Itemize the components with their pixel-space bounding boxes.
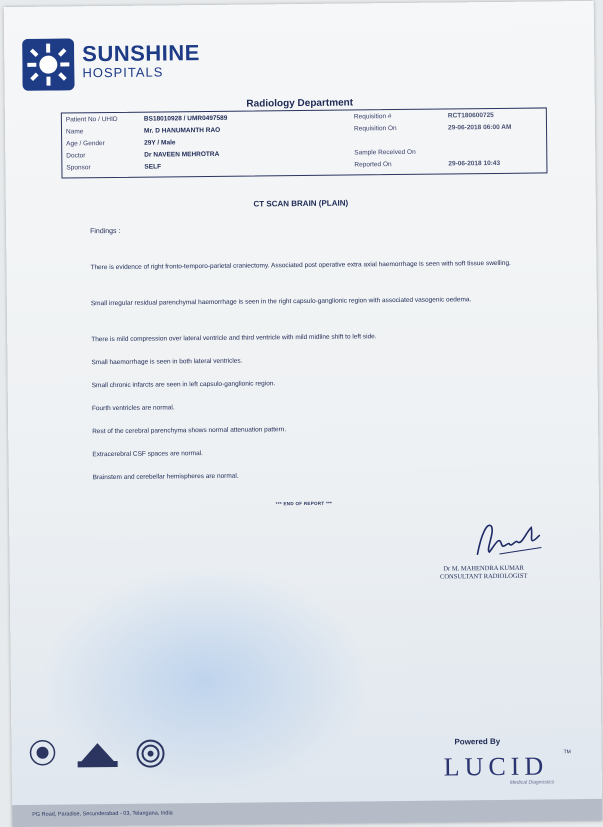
- brand-sub: HOSPITALS: [82, 64, 164, 81]
- signatory-name: Dr M. MAHENDRA KUMAR: [443, 564, 524, 573]
- finding-paragraph: There is evidence of right fronto-temporo-parietal craniectomy. Associated post operative extra axial haemorrhage is seen with soft tissue swelling.: [90, 259, 511, 272]
- info-value: Dr NAVEEN MEHROTRA: [144, 150, 220, 159]
- report-title: CT SCAN BRAIN (PLAIN): [253, 198, 349, 209]
- finding-paragraph: Fourth ventricles are normal.: [91, 404, 175, 413]
- lucid-tagline: Medical Diagnostics: [509, 779, 555, 786]
- finding-paragraph: Small irregular residual parenchymal haemorrhage is seen in the right capsulo-ganglionic region with associated vasogenic oedema.: [90, 296, 472, 308]
- info-label: Reported On: [354, 161, 392, 169]
- info-value: Mr. D HANUMANTH RAO: [143, 126, 221, 135]
- footer-address: PG Road, Paradise, Secunderabad - 03, Telangana, India: [32, 810, 173, 818]
- finding-paragraph: There is mild compression over lateral ventricle and third ventricle with mild midline shift to left side.: [91, 333, 377, 344]
- lucid-logo: LUCID: [443, 751, 549, 782]
- info-label: Age / Gender: [66, 140, 105, 148]
- info-label: Sponsor: [66, 164, 91, 172]
- info-value: SELF: [144, 163, 162, 171]
- end-of-report: *** END OF REPORT ***: [275, 500, 333, 507]
- info-value: 29-06-2018 06:00 AM: [447, 123, 512, 132]
- finding-paragraph: Small haemorrhage is seen in both lateral ventricles.: [91, 357, 243, 367]
- powered-by-label: Powered By: [454, 736, 501, 747]
- finding-paragraph: Extracerebral CSF spaces are normal.: [92, 450, 203, 459]
- info-value: RCT180600725: [447, 111, 494, 120]
- accreditation-seal-icon: [29, 740, 55, 766]
- award-badge-icon: [75, 739, 119, 769]
- finding-paragraph: Rest of the cerebral parenchyma shows normal attenuation pattern.: [92, 426, 287, 436]
- patient-info-box: [61, 107, 548, 178]
- info-label: Requisition #: [353, 113, 392, 121]
- signatory-block: [410, 564, 558, 582]
- brand-name: SUNSHINE: [82, 40, 201, 67]
- info-label: Sample Received On: [354, 148, 416, 157]
- report-page: [4, 1, 603, 827]
- info-label: Requisition On: [353, 125, 397, 133]
- brand: [82, 41, 200, 80]
- finding-paragraph: Small chronic infarcts are seen in left capsulo-ganglionic region.: [91, 380, 276, 390]
- info-label: Patient No / UHID: [65, 115, 118, 124]
- department-title: Radiology Department: [246, 97, 354, 110]
- signature-icon: [469, 513, 549, 562]
- sunshine-logo-icon: [22, 38, 75, 91]
- signatory-title: CONSULTANT RADIOLOGIST: [439, 572, 528, 581]
- finding-paragraph: Brainstem and cerebellar hemispheres are normal.: [92, 472, 239, 482]
- trademark-mark: TM: [563, 749, 571, 756]
- info-value: BS18010928 / UMR0497589: [143, 114, 228, 123]
- info-label: Name: [65, 128, 84, 136]
- info-label: Doctor: [66, 152, 86, 160]
- findings-label: Findings :: [90, 227, 121, 236]
- info-value: 29Y / Male: [144, 139, 176, 147]
- info-value: 29-06-2018 10:43: [448, 159, 501, 168]
- footer-bar: [12, 799, 602, 827]
- certification-seal-icon: [135, 738, 165, 768]
